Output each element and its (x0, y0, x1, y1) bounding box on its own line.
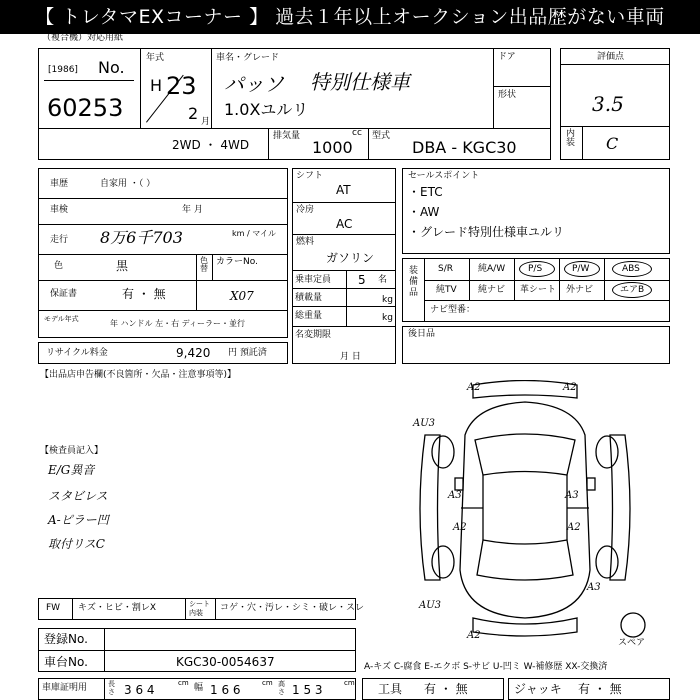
inspector-label: 【検査員記入】 (40, 446, 104, 456)
colorno-label: カラーNo. (216, 257, 258, 267)
shift-label: シフト (296, 171, 324, 181)
tools-label: 工具 (378, 682, 403, 696)
mileage-value: 8万6千703 (100, 228, 183, 247)
interior-label: 内装 (566, 129, 576, 148)
height-label: 高さ (278, 680, 285, 696)
gross-label: 総重量 (295, 311, 323, 321)
declaration-label: 【出品店申告欄(不良箇所・欠品・注意事項等)】 (40, 370, 237, 380)
length-value: 3 6 4 (124, 683, 155, 697)
no-small: [1986] (48, 65, 78, 75)
reg-label: 登録No. (44, 632, 88, 646)
navi-model-label: ナビ型番： (430, 305, 476, 315)
mark-left-front: AU3 (413, 418, 436, 429)
model-label: 型式 (372, 131, 391, 141)
car-special: 特別仕様車 (310, 70, 410, 94)
month-unit: 月 (201, 117, 211, 127)
car-label: 車名・グレード (216, 53, 280, 63)
model-year-label: モデル年式 (44, 315, 79, 323)
ac-value: AC (336, 217, 353, 231)
car-damage-diagram (395, 380, 655, 645)
name-change-label: 名変期限 (295, 330, 332, 340)
width-unit: cm (262, 679, 273, 687)
equip-ps: P/S (528, 264, 543, 274)
notes-box (402, 326, 670, 364)
equip-sr: S/R (438, 264, 453, 274)
fuel-label: 燃料 (296, 237, 315, 247)
mark-left-rear-door: A2 (453, 522, 467, 533)
sales-point-1: ・ETC (408, 185, 443, 199)
mark-left-door: A3 (448, 490, 462, 501)
inspector-line-1: E/G異音 (48, 463, 95, 477)
mark-front-bumper: A2 (467, 382, 481, 393)
sales-label: セールスポイント (408, 171, 480, 181)
mark-left-rear: AU3 (419, 600, 442, 611)
fw-label: FW (46, 603, 61, 613)
history-value: 自家用 ・（ ） (100, 179, 156, 189)
color-label: 色 (54, 261, 64, 271)
rating-label: 評価点 (597, 52, 625, 62)
color-swap-label: 色替 (200, 256, 208, 273)
chassis-value: KGC30-0054637 (176, 655, 275, 669)
capacity-label: 乗車定員 (295, 275, 332, 285)
equip-aw: 純A/W (478, 264, 506, 274)
no-label: No. (98, 58, 125, 77)
displacement-label: 排気量 (273, 131, 301, 141)
rating-value: 3.5 (592, 92, 624, 116)
spare-label: スペア (618, 638, 646, 648)
car-grade: 1.0Xユルリ (224, 100, 309, 119)
colorno-value: X07 (230, 289, 254, 303)
equip-tv: 純TV (436, 285, 457, 295)
seat-label: シート内装 (189, 600, 210, 617)
name-change-value: 月 日 (340, 352, 361, 362)
equip-navi: 純ナビ (478, 285, 506, 295)
mark-right-rear-door: A2 (567, 522, 581, 533)
color-value: 黒 (116, 259, 129, 273)
door-label: ドア (498, 52, 516, 62)
cert-label: 車庫証明用 (42, 683, 88, 693)
height-value: 1 5 3 (292, 683, 323, 697)
interior-value: C (606, 134, 619, 153)
equip-airbag: エアB (620, 285, 645, 295)
chassis-label: 車台No. (44, 655, 88, 669)
car-name: パッソ (224, 72, 284, 96)
inspector-line-3: A-ピラー凹 (48, 513, 109, 527)
fw-checks: キズ・ヒビ・割レX (78, 603, 156, 613)
equipment-label: 装備品 (409, 266, 419, 298)
equip-pw: P/W (572, 264, 590, 274)
sales-point-3: ・グレード特別仕様車ユルリ (408, 225, 565, 239)
mark-rear-bumper: A2 (467, 630, 481, 641)
capacity-unit: 名 (378, 275, 388, 285)
model-value: DBA - KGC30 (412, 138, 517, 157)
recycle-unit: 円 預託済 (228, 348, 267, 358)
length-unit: cm (178, 679, 189, 687)
tools-value: 有 ・ 無 (424, 682, 468, 696)
drive-type: 2WD ・ 4WD (172, 138, 250, 152)
year-era: H (150, 76, 163, 95)
recycle-label: リサイクル料金 (46, 348, 108, 358)
warranty-value: 有 ・ 無 (122, 287, 166, 301)
inspector-line-4: 取付リスC (48, 537, 105, 551)
recycle-value: 9,420 (176, 346, 211, 360)
equip-abs: ABS (622, 264, 640, 274)
displacement-unit: cc (352, 128, 362, 138)
equip-leather: 革シート (520, 285, 557, 295)
mark-right-door: A3 (565, 490, 579, 501)
width-value: 1 6 6 (210, 683, 241, 697)
equip-extnavi: 外ナビ (566, 285, 594, 295)
notes-label: 後日品 (408, 329, 436, 339)
mark-front-right: A2 (563, 382, 577, 393)
seat-defects: コゲ・穴・汚レ・シミ・破レ・スレ (220, 603, 365, 613)
height-unit: cm (344, 679, 355, 687)
load-label: 積載量 (295, 293, 323, 303)
shift-value: AT (336, 183, 351, 197)
fuel-value: ガソリン (326, 251, 375, 265)
shape-label: 形状 (498, 90, 517, 100)
inspection-label: 車検 (50, 205, 69, 215)
header-banner: 【 トレタマEXコーナー 】 過去１年以上オークション出品歴がない車両 (0, 0, 700, 34)
inspector-line-2: スタビレス (48, 489, 108, 503)
history-label: 車歴 (50, 179, 69, 189)
month-value: 2 (188, 104, 199, 123)
model-year-value: 年 ハンドル 左・右 ディーラー・並行 (110, 319, 245, 328)
mark-right-rear: A3 (587, 582, 601, 593)
lot-number: 60253 (47, 94, 124, 122)
inspection-value: 年 月 (182, 205, 203, 215)
warranty-label: 保証書 (50, 289, 78, 299)
year-value: 23 (166, 72, 197, 100)
ac-label: 冷房 (296, 205, 315, 215)
damage-legend: A-キズ C-腐食 E-エクボ S-サビ U-凹ミ W-補修歴 XX-交換済 (364, 662, 608, 672)
capacity-value: 5 (358, 273, 366, 287)
gross-unit: kg (382, 313, 393, 323)
length-label: 長さ (108, 680, 115, 696)
jack-label: ジャッキ (514, 682, 562, 696)
year-label: 年式 (146, 53, 165, 63)
mileage-unit: km / マイル (232, 229, 277, 238)
displacement-value: 1000 (312, 138, 353, 157)
width-label: 幅 (194, 683, 204, 693)
details-left (38, 168, 288, 338)
jack-value: 有 ・ 無 (578, 682, 622, 696)
mileage-label: 走行 (50, 235, 69, 245)
load-unit: kg (382, 295, 393, 305)
sales-point-2: ・AW (408, 205, 440, 219)
form-note: （複合機）対応用紙 (42, 33, 124, 43)
